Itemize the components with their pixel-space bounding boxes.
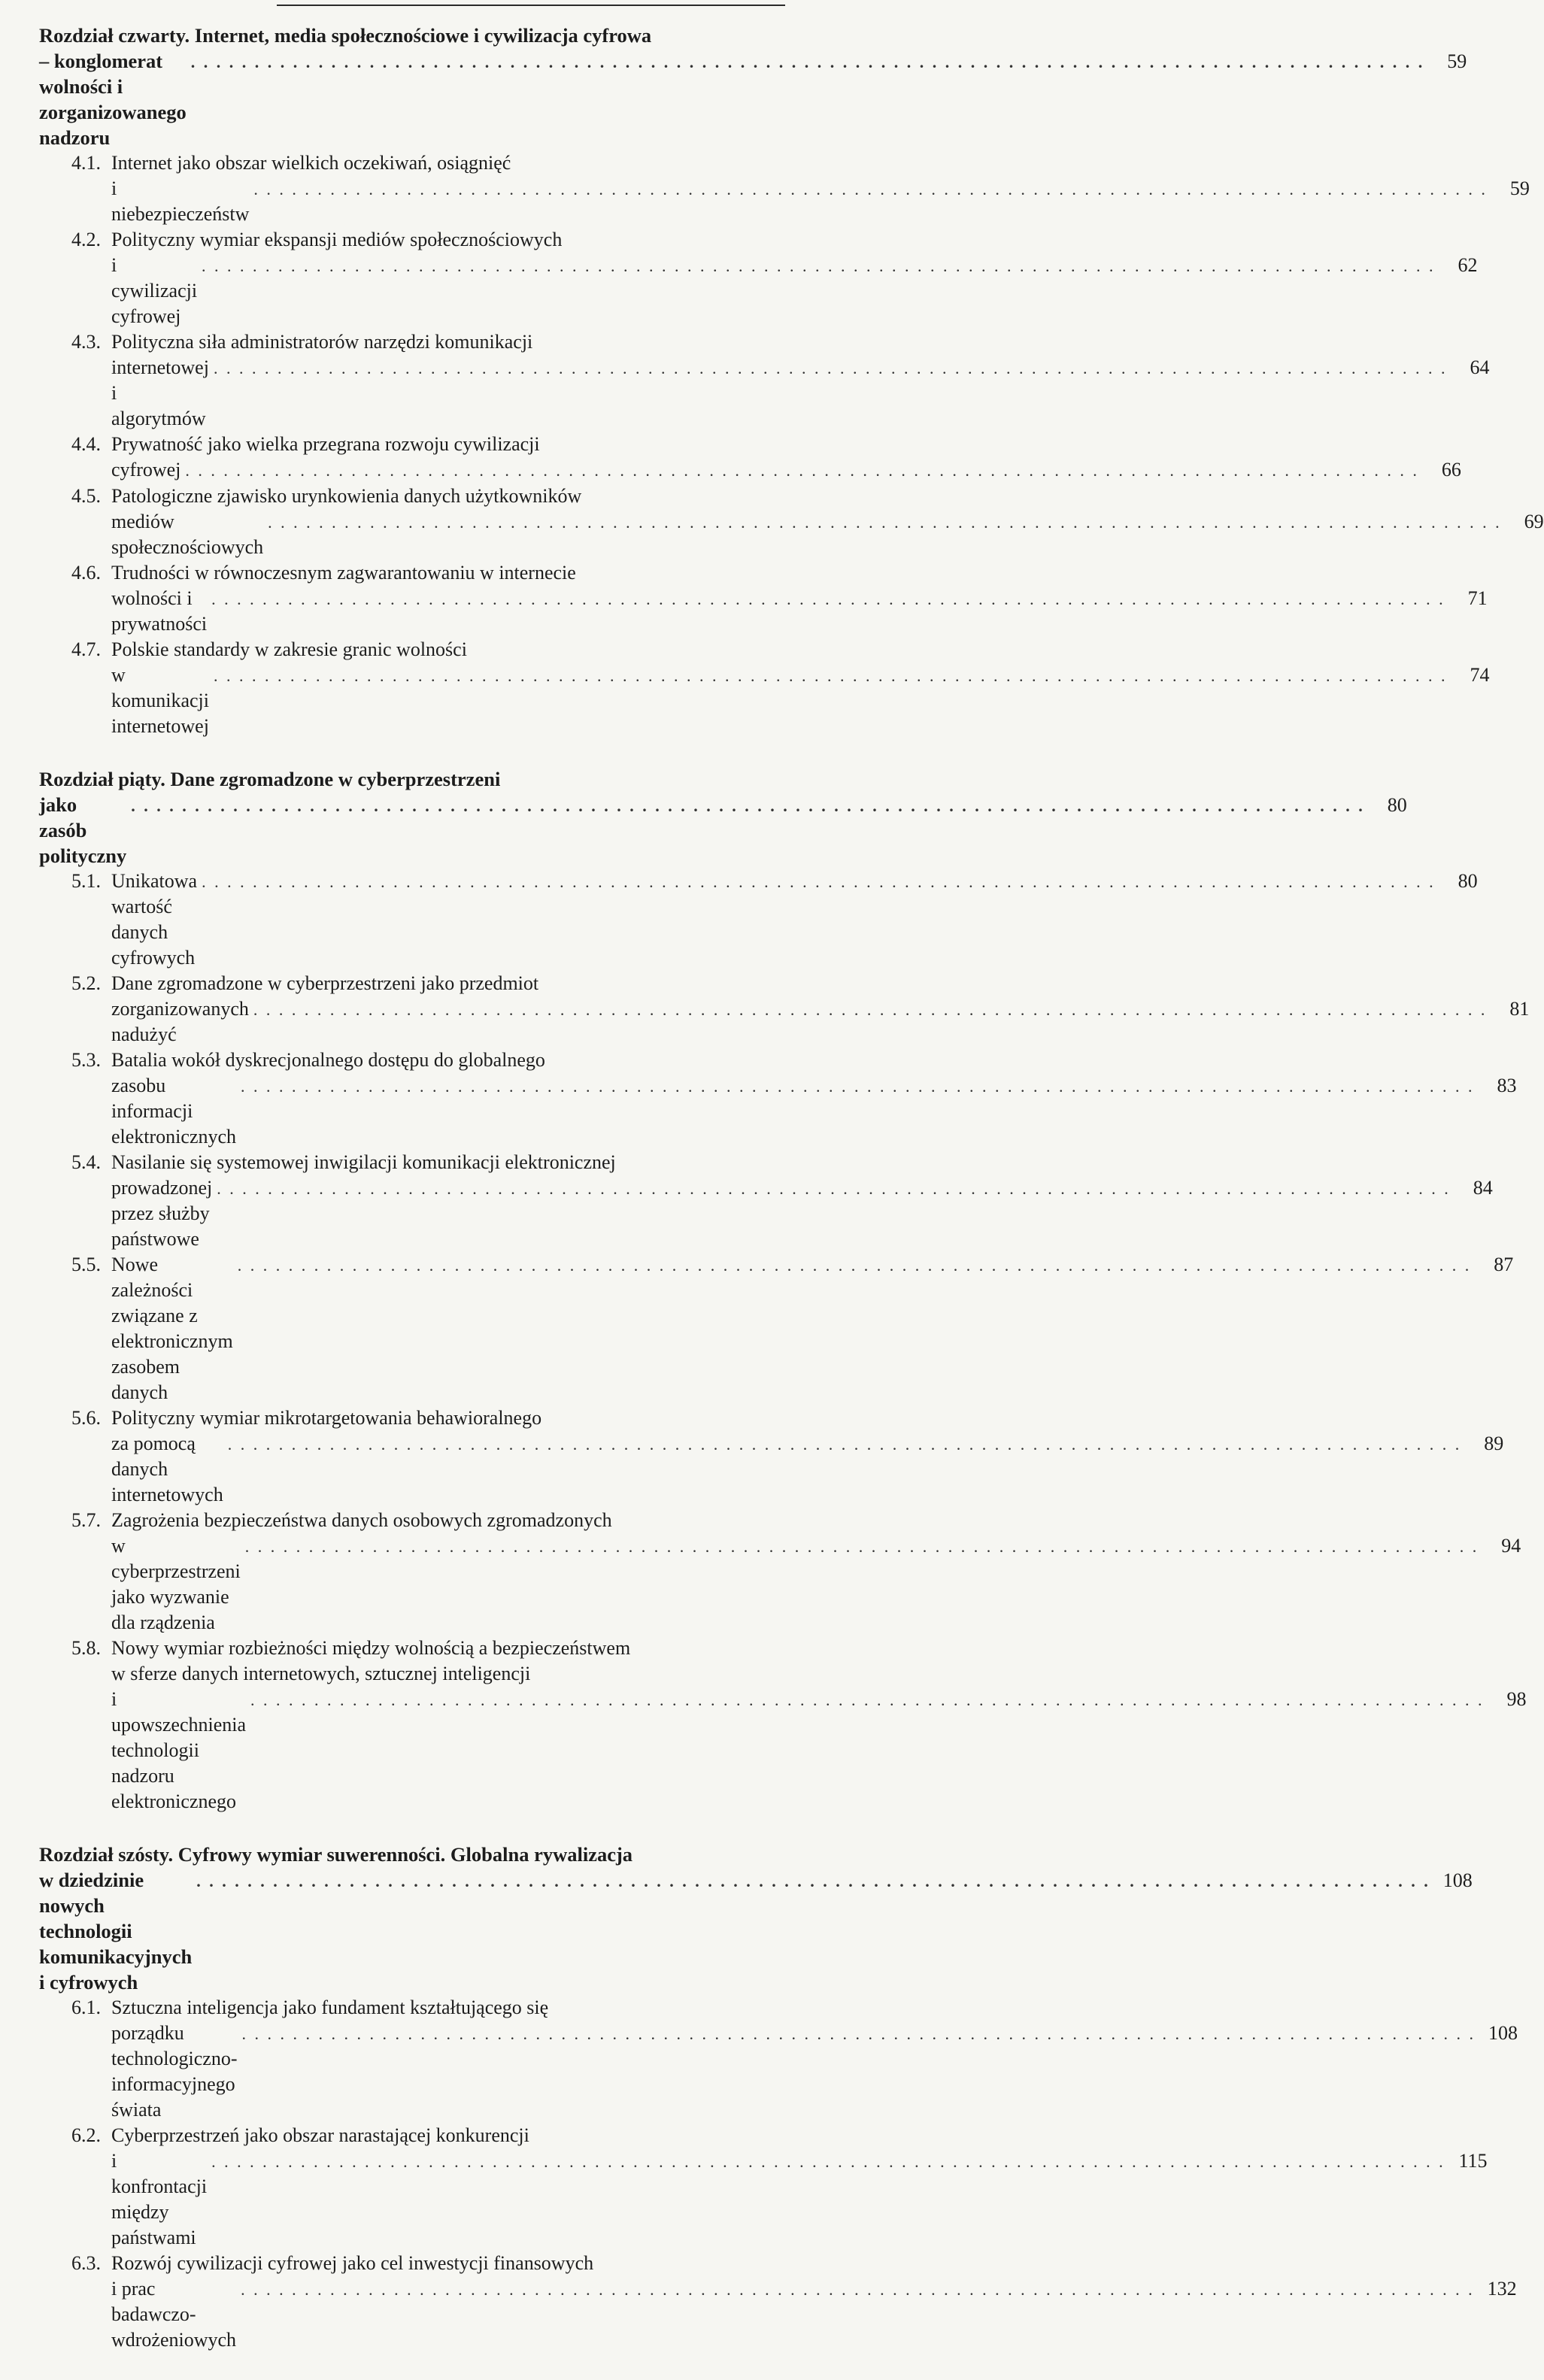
entry-last-line — [111, 355, 1489, 432]
toc-entry — [39, 227, 1478, 329]
dot-leader — [250, 1687, 1485, 1713]
chapter-title-last-line — [39, 48, 1467, 150]
entry-number: 4.7. — [71, 638, 101, 660]
entry-title-line: i upowszechnienia technologii nadzoru elektronicznego — [111, 1688, 247, 1812]
entry-page-number: 66 — [1441, 459, 1461, 481]
chapter-title-last-line — [39, 792, 1407, 869]
entry-number: 5.8. — [71, 1637, 101, 1659]
entry-last-line — [111, 1175, 1493, 1252]
entry-page-number: 132 — [1487, 2278, 1517, 2300]
entry-title-line: i konfrontacji między państwami — [111, 2150, 208, 2248]
entry-title-line: zorganizowanych nadużyć — [111, 998, 249, 1045]
dot-leader — [211, 587, 1445, 612]
entry-title-line: Sztuczna inteligencja jako fundament kształtującego się — [111, 1996, 549, 2018]
entry-page-number: 59 — [1509, 177, 1530, 199]
entry-text — [111, 869, 1478, 971]
entry-page-number: 115 — [1458, 2150, 1488, 2172]
entry-last-line — [111, 2021, 1518, 2123]
entry-last-line — [111, 1533, 1521, 1636]
chapter-page-number: 80 — [1387, 794, 1407, 816]
entry-title-line: cyfrowej — [111, 459, 181, 481]
chapter-title-line: Rozdział szósty. Cyfrowy wymiar suwerenności. Globalna rywalizacja — [39, 1843, 633, 1866]
chapter-section — [39, 766, 1530, 1815]
entry-number: 5.7. — [71, 1509, 101, 1531]
toc-entry — [39, 637, 1490, 739]
entry-number: 4.5. — [71, 485, 101, 507]
entry-last-line — [111, 1252, 1513, 1405]
dot-leader — [253, 997, 1488, 1023]
entry-title-line: w cyberprzestrzeni jako wyzwanie dla rządzenia — [111, 1535, 241, 1633]
entry-title-line: i cywilizacji cyfrowej — [111, 254, 198, 327]
entry-title-line: Polityczny wymiar ekspansji mediów społecznościowych — [111, 229, 563, 250]
entry-last-line — [111, 509, 1544, 560]
entry-title-line: Polityczna siła administratorów narzędzi komunikacji — [111, 331, 533, 353]
entry-number: 4.2. — [71, 229, 101, 250]
entry-last-line — [111, 2148, 1488, 2251]
entry-title-line: Internet jako obszar wielkich oczekiwań, osiągnięć — [111, 152, 511, 174]
toc-entry — [39, 1048, 1517, 1150]
dot-leader — [238, 1253, 1472, 1278]
toc-entry — [39, 869, 1478, 971]
entry-number: 6.1. — [71, 1996, 101, 2018]
entry-number: 4.6. — [71, 562, 101, 584]
entry-title-line: zasobu informacji elektronicznych — [111, 1075, 237, 1148]
entry-page-number: 71 — [1467, 587, 1488, 609]
entry-text — [111, 1048, 1517, 1150]
entry-page-number: 108 — [1488, 2022, 1518, 2044]
entry-number: 5.5. — [71, 1254, 101, 1275]
toc-entry — [39, 150, 1530, 227]
entry-page-number: 83 — [1497, 1075, 1517, 1096]
toc-entry — [39, 2123, 1488, 2251]
entry-text — [111, 1508, 1521, 1636]
entry-text — [111, 1405, 1503, 1508]
dot-leader — [202, 253, 1436, 279]
entry-title-line: w komunikacji internetowej — [111, 664, 209, 737]
entry-page-number: 84 — [1473, 1177, 1493, 1199]
entry-title-line: Nasilanie się systemowej inwigilacji komunikacji elektronicznej — [111, 1151, 616, 1173]
entry-text — [111, 637, 1489, 739]
entry-last-line — [111, 1431, 1503, 1508]
entry-title-line: internetowej i algorytmów — [111, 356, 209, 429]
entry-number: 5.6. — [71, 1407, 101, 1429]
entry-number: 5.2. — [71, 972, 101, 994]
dot-leader — [211, 2149, 1445, 2175]
chapter-title-line: – konglomerat wolności i zorganizowanego nadzoru — [39, 50, 187, 149]
entry-title-line: prowadzonej przez służby państwowe — [111, 1177, 213, 1250]
entry-last-line — [111, 1073, 1517, 1150]
entry-title-line: Polityczny wymiar mikrotargetowania behawioralnego — [111, 1407, 542, 1429]
entry-text — [111, 227, 1478, 329]
entry-page-number: 69 — [1524, 511, 1544, 532]
entry-title-line: mediów społecznościowych — [111, 511, 264, 558]
entry-title-line: Cyberprzestrzeń jako obszar narastającej konkurencji — [111, 2124, 529, 2146]
entry-title-line: Prywatność jako wielka przegrana rozwoju cywilizacji — [111, 433, 540, 455]
entry-title-line: i niebezpieczeństw — [111, 177, 250, 225]
chapter-title-line: w dziedzinie nowych technologii komunikacyjnych i cyfrowych — [39, 1869, 193, 1993]
top-rule — [277, 5, 785, 6]
entry-text — [111, 432, 1461, 484]
dot-leader — [241, 1074, 1475, 1099]
chapter-section — [39, 1842, 1518, 2353]
toc-entry — [39, 1508, 1521, 1636]
entry-text — [111, 2123, 1488, 2251]
chapter-title-line: jako zasób polityczny — [39, 793, 127, 867]
dot-leader — [245, 1534, 1479, 1560]
entry-page-number: 87 — [1494, 1254, 1514, 1275]
entry-last-line — [111, 176, 1530, 227]
toc-entry — [39, 1150, 1493, 1252]
dot-leader — [202, 869, 1436, 895]
entry-title-line: Rozwój cywilizacji cyfrowej jako cel inwestycji finansowych — [111, 2252, 594, 2274]
dot-leader — [196, 1869, 1430, 1894]
entry-page-number: 98 — [1506, 1688, 1527, 1710]
entry-page-number: 62 — [1458, 254, 1478, 276]
entry-last-line — [111, 253, 1478, 329]
entry-title-line: w sferze danych internetowych, sztucznej inteligencji — [111, 1663, 531, 1684]
toc-entry — [39, 484, 1544, 560]
chapter-title-last-line — [39, 1867, 1473, 1995]
toc-entry — [39, 329, 1490, 432]
entry-last-line — [111, 1687, 1527, 1815]
entry-title-line: porządku technologiczno-informacyjnego świata — [111, 2022, 238, 2121]
entry-text — [111, 484, 1544, 560]
entry-number: 4.1. — [71, 152, 101, 174]
entry-title-line: i prac badawczo-wdrożeniowych — [111, 2278, 237, 2351]
entry-title-line: Nowy wymiar rozbieżności między wolnością a bezpieczeństwem — [111, 1637, 631, 1659]
dot-leader — [131, 793, 1365, 819]
entry-title-line: Polskie standardy w zakresie granic wolności — [111, 638, 467, 660]
dot-leader — [214, 663, 1448, 689]
entry-last-line — [111, 586, 1488, 637]
entry-title-line: Unikatowa wartość danych cyfrowych — [111, 870, 198, 969]
dot-leader — [191, 50, 1425, 75]
dot-leader — [217, 1176, 1451, 1202]
entry-last-line — [111, 457, 1461, 484]
dot-leader — [228, 1432, 1462, 1457]
entry-last-line — [111, 869, 1478, 971]
dot-leader — [241, 2277, 1475, 2303]
entry-last-line — [111, 2276, 1517, 2353]
entry-text — [111, 971, 1529, 1048]
entry-title-line: wolności i prywatności — [111, 587, 208, 635]
toc-entry — [39, 1636, 1527, 1815]
entry-title-line: Trudności w równoczesnym zagwarantowaniu w internecie — [111, 562, 576, 584]
entry-text — [111, 150, 1530, 227]
entry-title-line: za pomocą danych internetowych — [111, 1433, 223, 1505]
toc-entry — [39, 2251, 1517, 2353]
entry-title-line: Zagrożenia bezpieczeństwa danych osobowych zgromadzonych — [111, 1509, 612, 1531]
entry-text — [111, 1150, 1493, 1252]
entry-number: 6.3. — [71, 2252, 101, 2274]
entry-text — [111, 2251, 1517, 2353]
chapter-title-line: Rozdział piąty. Dane zgromadzone w cyberprzestrzeni — [39, 768, 501, 790]
chapter-page-number: 59 — [1447, 50, 1467, 72]
entry-number: 5.3. — [71, 1049, 101, 1071]
entry-text — [111, 1636, 1527, 1815]
table-of-contents — [39, 23, 1544, 2380]
chapter-title-line: Rozdział czwarty. Internet, media społecznościowe i cywilizacja cyfrowa — [39, 24, 652, 47]
dot-leader — [253, 177, 1488, 202]
entry-page-number: 80 — [1458, 870, 1478, 892]
entry-page-number: 94 — [1501, 1535, 1521, 1557]
entry-page-number: 74 — [1470, 664, 1490, 686]
toc-entry — [39, 1252, 1514, 1405]
entry-text — [111, 1995, 1518, 2123]
entry-number: 4.3. — [71, 331, 101, 353]
chapter-page-number: 108 — [1442, 1869, 1473, 1891]
dot-leader — [185, 458, 1419, 484]
toc-entry — [39, 560, 1488, 637]
entry-page-number: 64 — [1470, 356, 1490, 378]
entry-page-number: 89 — [1484, 1433, 1504, 1454]
entry-number: 5.4. — [71, 1151, 101, 1173]
entry-number: 5.1. — [71, 870, 101, 892]
entry-text — [111, 329, 1489, 432]
toc-entry — [39, 1995, 1518, 2123]
entry-number: 6.2. — [71, 2124, 101, 2146]
entry-last-line — [111, 996, 1529, 1048]
toc-entry — [39, 1405, 1504, 1508]
entry-title-line: Dane zgromadzone w cyberprzestrzeni jako przedmiot — [111, 972, 539, 994]
dot-leader — [268, 510, 1502, 535]
entry-number: 4.4. — [71, 433, 101, 455]
chapter-section — [39, 23, 1544, 739]
entry-title-line: Batalia wokół dyskrecjonalnego dostępu do globalnego — [111, 1049, 545, 1071]
entry-title-line: Patologiczne zjawisko urynkowienia danych użytkowników — [111, 485, 582, 507]
dot-leader — [241, 2021, 1476, 2047]
entry-text — [111, 560, 1488, 637]
entry-title-line: Nowe zależności związane z elektronicznym zasobem danych — [111, 1254, 233, 1403]
entry-text — [111, 1252, 1513, 1405]
toc-entry — [39, 432, 1461, 484]
toc-entry — [39, 971, 1530, 1048]
entry-page-number: 81 — [1509, 998, 1530, 1020]
entry-last-line — [111, 662, 1489, 739]
dot-leader — [214, 356, 1448, 381]
